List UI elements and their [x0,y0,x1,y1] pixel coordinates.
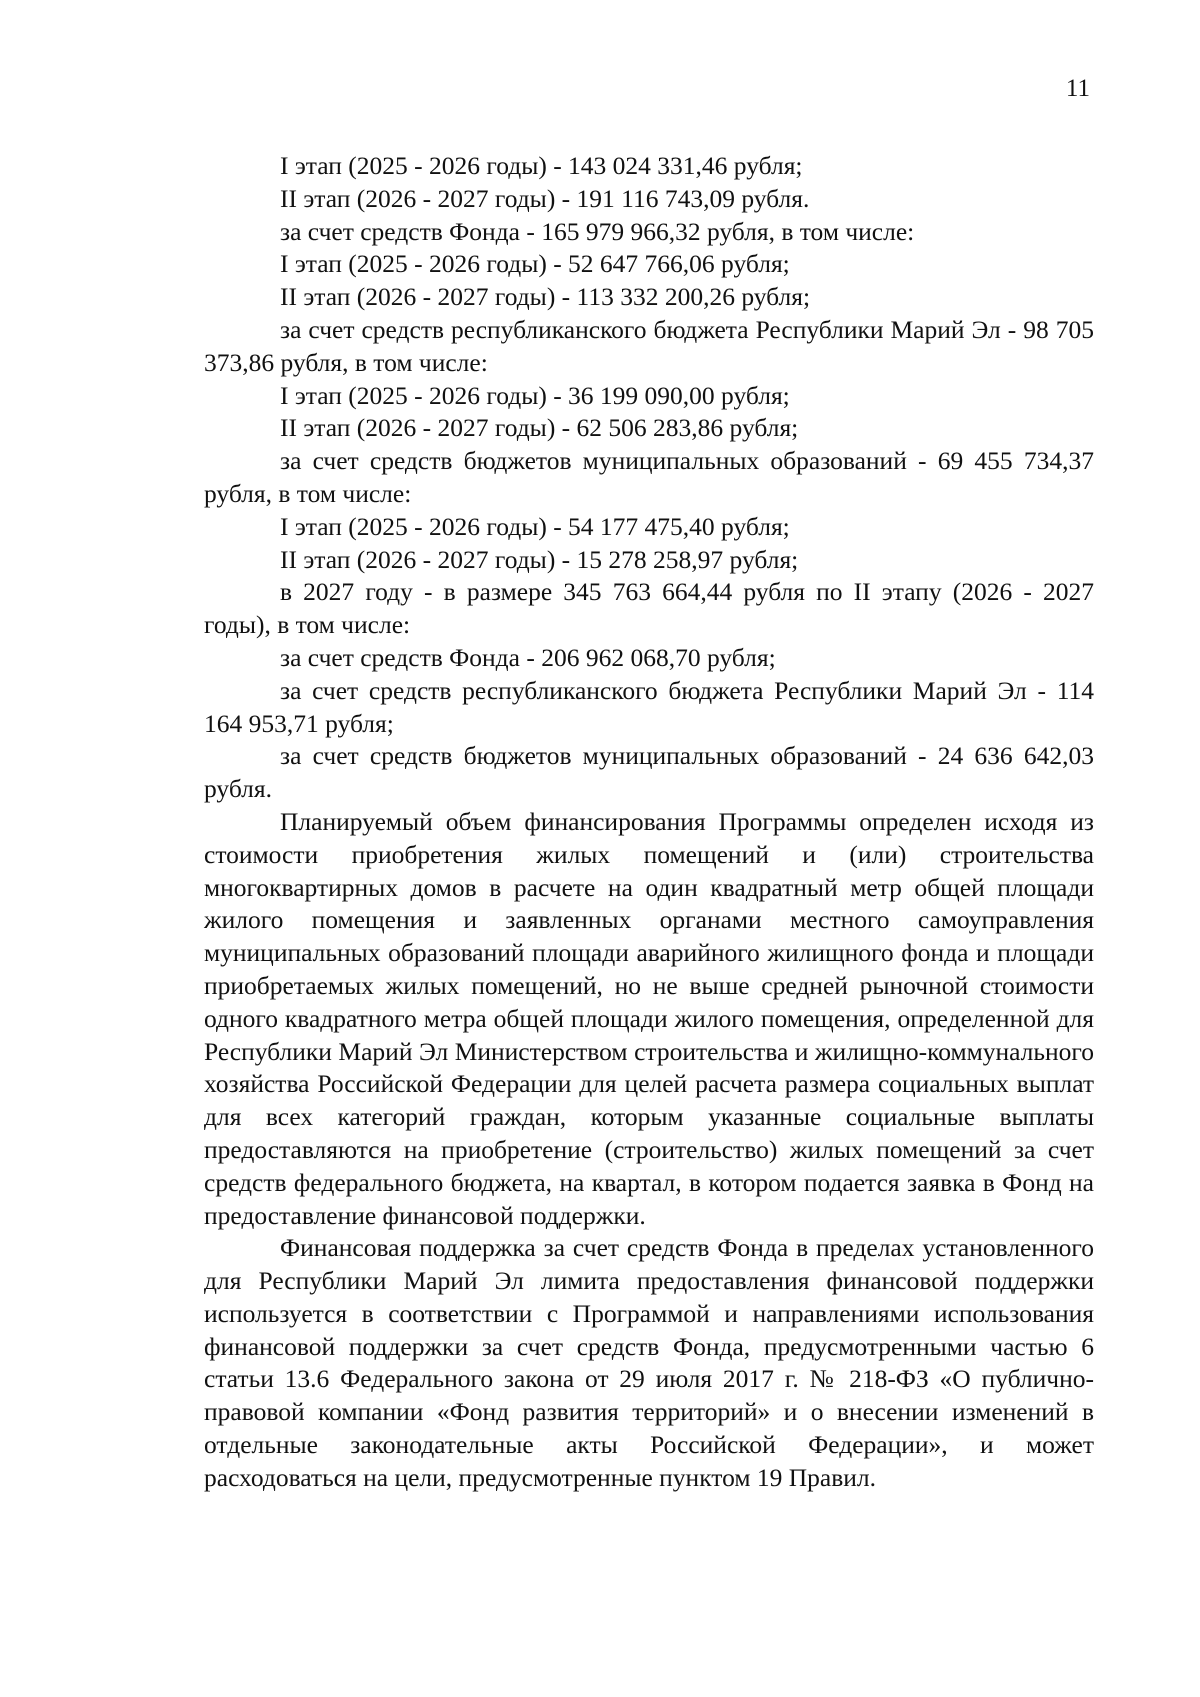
paragraph-republic-budget-total: за счет средств республиканского бюджета Республики Марий Эл - 98 705 373,86 рубля, в том числе: [204,314,1094,377]
paragraph-2027-total: в 2027 году - в размере 345 763 664,44 рубля по II этапу (2026 - 2027 годы), в том числе: [204,577,1094,640]
paragraph-municipal-budget-total: за счет средств бюджетов муниципальных образований - 69 455 734,37 рубля, в том числе: [204,446,1094,508]
paragraph-republic-stage-2: II этап (2026 - 2027 годы) - 62 506 283,86 рубля; [280,413,799,443]
paragraph-municipal-stage-2: II этап (2026 - 2027 годы) - 15 278 258,97 рубля; [280,544,799,574]
paragraph-fund-stage-2: II этап (2026 - 2027 годы) - 113 332 200,26 рубля; [280,282,811,312]
paragraph-stage-2-total: II этап (2026 - 2027 годы) - 191 116 743,09 рубля. [280,183,810,213]
paragraph-fund-stage-1: I этап (2025 - 2026 годы) - 52 647 766,06 рубля; [280,249,790,279]
document-body [204,150,1094,1495]
page-number: 11 [1065,75,1090,102]
paragraph-2027-republic: за счет средств республиканского бюджета Республики Марий Эл - 114 164 953,71 рубля; [204,675,1094,738]
paragraph-fund-total: за счет средств Фонда - 165 979 966,32 рубля, в том числе: [280,216,915,246]
paragraph-stage-1-total: I этап (2025 - 2026 годы) - 143 024 331,46 рубля; [280,151,803,180]
paragraph-republic-stage-1: I этап (2025 - 2026 годы) - 36 199 090,00 рубля; [280,380,790,410]
paragraph-2027-fund: за счет средств Фонда - 206 962 068,70 рубля; [280,642,776,672]
paragraph-planned-financing: Планируемый объем финансирования Программы определен исходя из стоимости приобретения жилых помещений и (или) строительства многоквартирных домов в расчете на один квадратный метр общей площади жилого помещения и заявленных органами местного самоуправления муниципальных образований площади аварийного жилищного фонда и площади приобретаемых жилых помещений, но не выше средней рыночной стоимости одного квадратного метра общей площади жилого помещения, определенной для Республики Марий Эл Министерством строительства и жилищно-коммунального хозяйства Российской Федерации для целей расчета размера социальных выплат для всех категорий граждан, которым указанные социальные выплаты предоставляются на приобретение (строительство) жилых помещений за счет средств федерального бюджета, на квартал, в котором подается заявка в Фонд на предоставление финансовой поддержки. [204,806,1094,1230]
paragraph-financial-support: Финансовая поддержка за счет средств Фонда в пределах установленного для Республики Марий Эл лимита предоставления финансовой поддержки используется в соответствии с Программой и направлениями использования финансовой поддержки за счет средств Фонда, предусмотренными частью 6 статьи 13.6 Федерального закона от 29 июля 2017 г. № 218-ФЗ «О публично-правовой компании «Фонд развития территорий» и о внесении изменений в отдельные законодательные акты Российской Федерации», и может расходоваться на цели, предусмотренные пунктом 19 Правил. [204,1233,1094,1492]
paragraph-2027-municipal: за счет средств бюджетов муниципальных образований - 24 636 642,03 рубля. [204,741,1094,804]
paragraph-municipal-stage-1: I этап (2025 - 2026 годы) - 54 177 475,40 рубля; [280,511,790,541]
